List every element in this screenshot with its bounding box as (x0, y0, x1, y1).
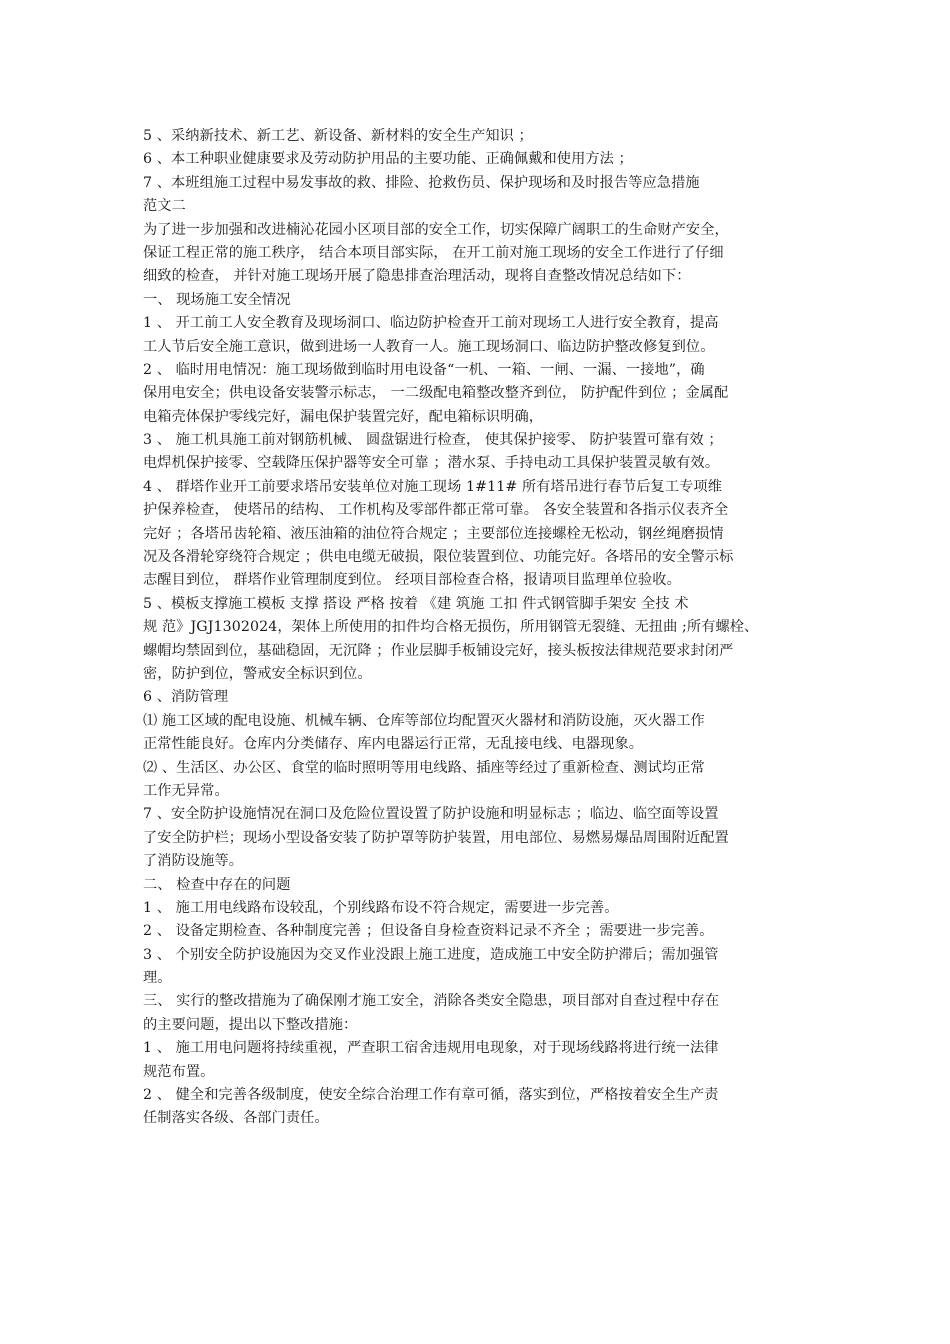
text-line: 理。 (143, 970, 172, 987)
text-line: 规范布置。 (143, 1063, 215, 1080)
section-heading: 二、 检查中存在的问题 (143, 876, 291, 893)
section-heading: 一、 现场施工安全情况 (143, 291, 291, 308)
text-line: 5 、采纳新技术、新工艺、新设备、新材料的安全生产知识 ； (143, 128, 533, 144)
text-line: ⑵ 、生活区、办公区、食堂的临时照明等用电线路、插座等经过了重新检查、测试均正常 (143, 759, 705, 776)
text-line: 7 、安全防护设施情况在洞口及危险位置设置了防护设施和明显标志 ；临边、临空面等设置 (143, 806, 719, 823)
section-title: 范文二 (143, 198, 186, 215)
text-line: 螺帽均禁固到位，基础稳固，无沉降 ；作业层脚手板铺设完好，接头板按法律规范要求封闭严 (143, 642, 734, 659)
text-line: 1 、 开工前工人安全教育及现场洞口、临边防护检查开工前对现场工人进行安全教育，提高 (143, 315, 719, 332)
text-line: 规 范》JGJ1302024，架体上所使用的扣件均合格无损伤，所用钢管无裂缝、无扭曲 ;所有螺栓、 (143, 619, 759, 636)
text-line: 的主要问题，提出以下整改措施： (143, 1016, 358, 1033)
text-line: 电箱壳体保护零线完好，漏电保护装置完好，配电箱标识明确， (143, 408, 544, 425)
text-line: 6 、本工种职业健康要求及劳动防护用品的主要功能、正确佩戴和使用方法 ； (143, 151, 633, 168)
text-line: 工作无异常。 (143, 782, 229, 799)
text-line: 保用电安全；供电设备安装警示标志， 一二级配电箱整改整齐到位， 防护配件到位 ；金属配 (143, 385, 729, 402)
text-line: 细致的检查， 并针对施工现场开展了隐患排查治理活动，现将自查整改情况总结如下： (143, 268, 691, 285)
text-line: 保证工程正常的施工秩序， 结合本项目部实际， 在开工前对施工现场的安全工作进行了仔细 (143, 244, 724, 261)
text-line: 3 、 施工机具施工前对钢筋机械、 圆盘锯进行检查， 使其保护接零、 防护装置可靠有效 ； (143, 432, 723, 449)
text-line: 5 、模板支撑施工模板 支撑 搭设 严格 按着 《建 筑施 工扣 件式钢管脚手架安 全技 术 (143, 595, 689, 612)
text-line: 护保养检查， 使塔吊的结构、 工作机构及零部件都正常可靠。 各安全装置和各指示仪表齐全 (143, 502, 729, 519)
text-line: 6 、消防管理 (143, 689, 229, 706)
text-line: 3 、 个别安全防护设施因为交叉作业没跟上施工进度，造成施工中安全防护滞后；需加强管 (143, 946, 719, 963)
text-line: 2 、 临时用电情况：施工现场做到临时用电设备“一机、一箱、一闸、一漏、一接地”，确 (143, 361, 705, 378)
text-line: 了消防设施等。 (143, 853, 244, 870)
text-line: 工人节后安全施工意识，做到进场一人教育一人。施工现场洞口、临边防护整改修复到位。 (143, 338, 715, 355)
text-line: 1 、 施工用电线路布设较乱，个别线路布设不符合规定，需要进一步完善。 (143, 899, 619, 916)
text-line: 完好 ；各塔吊齿轮箱、液压油箱的油位符合规定 ；主要部位连接螺栓无松动，钢丝绳磨损情 (143, 525, 724, 542)
text-line: 密，防护到位，警戒安全标识到位。 (143, 665, 372, 682)
text-line: 2 、 健全和完善各级制度，使安全综合治理工作有章可循，落实到位，严格按着安全生产责 (143, 1087, 719, 1104)
text-line: 为了进一步加强和改进楠沁花园小区项目部的安全工作，切实保障广阔职工的生命财产安全， (143, 221, 729, 238)
text-line: 志醒目到位， 群塔作业管理制度到位。 经项目部检查合格，报请项目监理单位验收。 (143, 572, 681, 589)
text-line: 2 、 设备定期检查、各种制度完善 ；但设备自身检查资料记录不齐全 ；需要进一步完善。 (143, 923, 714, 940)
text-line: 1 、 施工用电问题将持续重视，严查职工宿舍违规用电现象，对于现场线路将进行统一法律 (143, 1040, 719, 1057)
text-line: 正常性能良好。仓库内分类储存、库内电器运行正常，无乱接电线、电器现象。 (143, 736, 644, 753)
text-line: 4 、 群塔作业开工前要求塔吊安装单位对施工现场 1#11# 所有塔吊进行春节后复工专项维 (143, 478, 722, 495)
text-line: 7 、本班组施工过程中易发事故的救、排险、抢救伤员、保护现场和及时报告等应急措施 (143, 174, 700, 191)
text-line: 电焊机保护接零、空载降压保护器等安全可靠 ；潜水泵、手持电动工具保护装置灵敏有效。 (143, 455, 720, 472)
section-heading: 三、 实行的整改措施为了确保刚才施工安全，消除各类安全隐患，项目部对自查过程中存在 (143, 993, 720, 1010)
text-line: 了安全防护栏；现场小型设备安装了防护罩等防护装置，用电部位、易燃易爆品周围附近配置 (143, 829, 729, 846)
document-page (143, 125, 823, 1131)
text-line: 况及各滑轮穿绕符合规定 ；供电电缆无破损，限位装置到位、功能完好。各塔吊的安全警示标 (143, 549, 734, 566)
text-line: 任制落实各级、各部门责任。 (143, 1110, 329, 1127)
text-line: ⑴ 施工区域的配电设施、机械车辆、仓库等部位均配置灭火器材和消防设施，灭火器工作 (143, 712, 705, 729)
